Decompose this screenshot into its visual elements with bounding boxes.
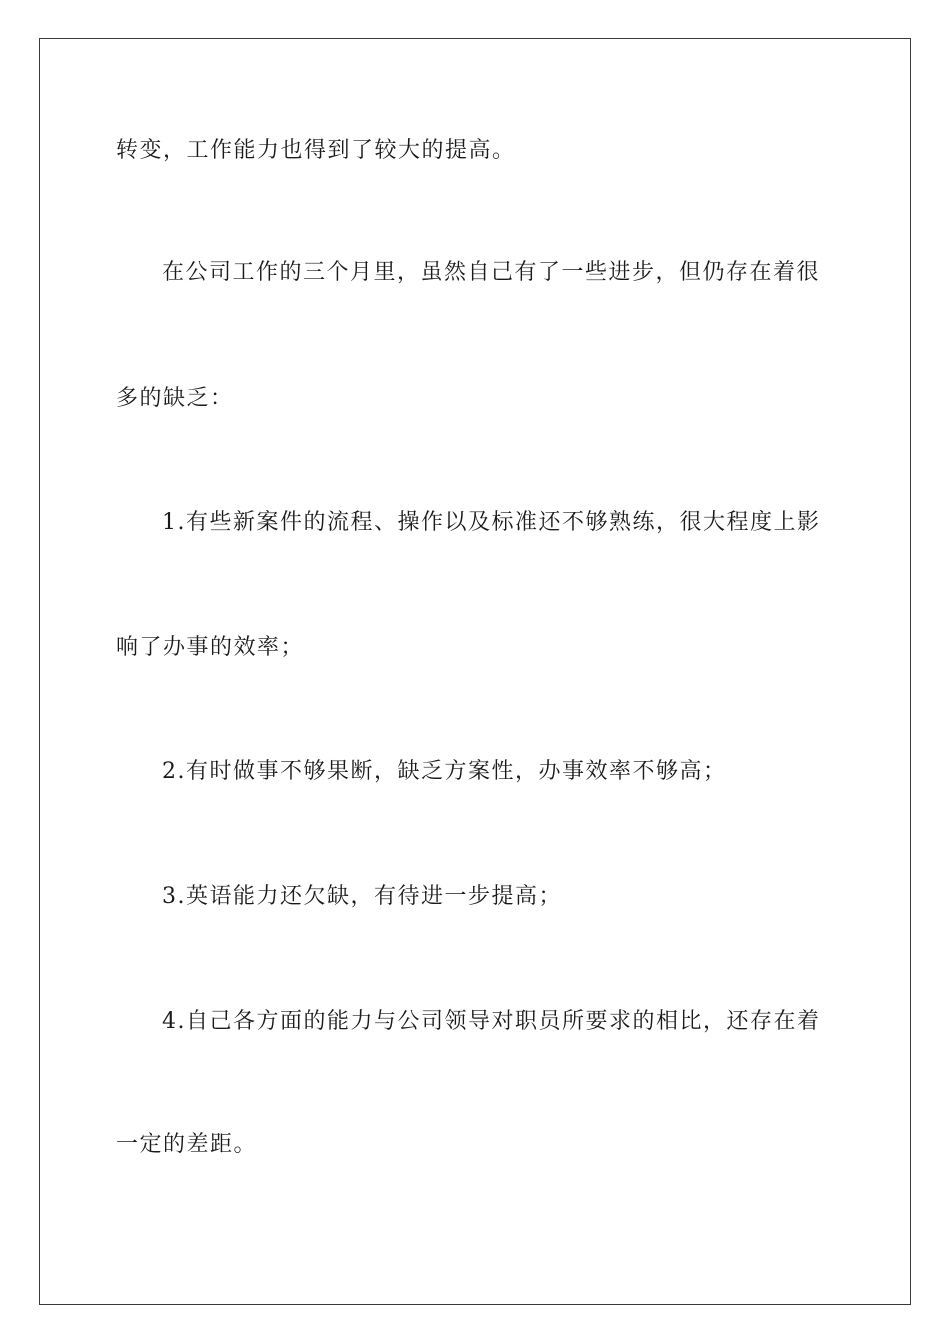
list-item-1-line-2: 响了办事的效率； <box>116 635 305 660</box>
text-line-3: 多的缺乏： <box>116 386 234 411</box>
text-line-2: 在公司工作的三个月里，虽然自己有了一些进步，但仍存在着很 <box>162 260 821 285</box>
list-item-4-line-2: 一定的差距。 <box>116 1132 258 1157</box>
list-item-3: 3.英语能力还欠缺，有待进一步提高； <box>162 884 562 909</box>
page-border <box>39 38 911 1305</box>
list-item-4-line-1: 4.自己各方面的能力与公司领导对职员所要求的相比，还存在着 <box>162 1009 821 1034</box>
list-item-1-line-1: 1.有些新案件的流程、操作以及标准还不够熟练，很大程度上影 <box>162 510 821 535</box>
text-line-1: 转变，工作能力也得到了较大的提高。 <box>116 138 516 163</box>
list-item-2: 2.有时做事不够果断，缺乏方案性，办事效率不够高； <box>162 759 727 784</box>
